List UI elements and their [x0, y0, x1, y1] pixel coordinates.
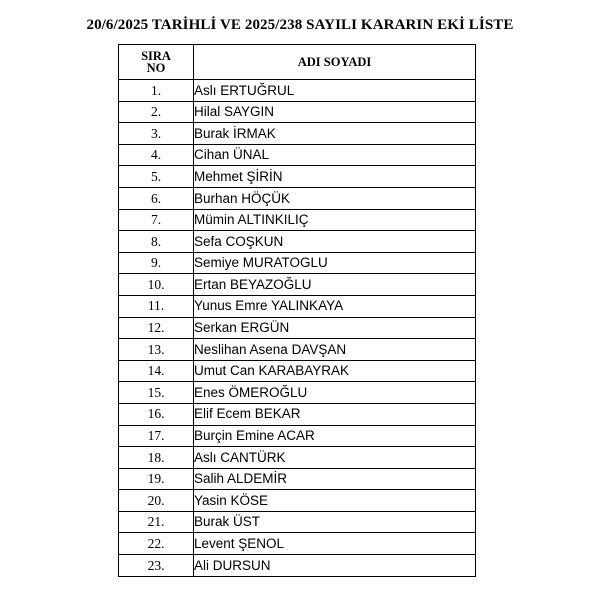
table-row	[119, 317, 476, 339]
table-row	[119, 360, 476, 382]
row-name: Salih ALDEMİR	[194, 468, 476, 490]
table-row	[119, 339, 476, 361]
row-number: 7.	[119, 209, 194, 231]
row-name: Serkan ERGÜN	[194, 317, 476, 339]
table-row	[119, 274, 476, 296]
row-number: 19.	[119, 468, 194, 490]
row-name: Sefa COŞKUN	[194, 231, 476, 253]
row-name: Burçin Emine ACAR	[194, 425, 476, 447]
table-row	[119, 166, 476, 188]
table-row	[119, 490, 476, 512]
row-name: Hilal SAYGIN	[194, 101, 476, 123]
row-number: 16.	[119, 403, 194, 425]
table-row	[119, 80, 476, 102]
row-number: 10.	[119, 274, 194, 296]
table-row	[119, 295, 476, 317]
row-number: 2.	[119, 101, 194, 123]
row-number: 13.	[119, 339, 194, 361]
table-row	[119, 123, 476, 145]
header-sira-label: SIRA	[141, 48, 171, 63]
table-row	[119, 187, 476, 209]
row-number: 8.	[119, 231, 194, 253]
row-name: Yasin KÖSE	[194, 490, 476, 512]
row-number: 9.	[119, 252, 194, 274]
row-name: Aslı CANTÜRK	[194, 447, 476, 469]
name-list-table	[118, 44, 476, 577]
row-number: 17.	[119, 425, 194, 447]
row-name: Mehmet ŞİRİN	[194, 166, 476, 188]
table-row	[119, 511, 476, 533]
row-number: 12.	[119, 317, 194, 339]
row-number: 11.	[119, 295, 194, 317]
row-number: 18.	[119, 447, 194, 469]
row-name: Umut Can KARABAYRAK	[194, 360, 476, 382]
row-number: 22.	[119, 533, 194, 555]
row-name: Aslı ERTUĞRUL	[194, 80, 476, 102]
row-name: Burak ÜST	[194, 511, 476, 533]
table-row	[119, 382, 476, 404]
row-name: Cihan ÜNAL	[194, 144, 476, 166]
table-row	[119, 447, 476, 469]
table-row	[119, 468, 476, 490]
row-number: 21.	[119, 511, 194, 533]
row-name: Levent ŞENOL	[194, 533, 476, 555]
row-number: 20.	[119, 490, 194, 512]
document-title: 20/6/2025 TARİHLİ VE 2025/238 SAYILI KARARIN EKİ LİSTE	[86, 17, 514, 33]
table-row	[119, 252, 476, 274]
row-name: Elif Ecem BEKAR	[194, 403, 476, 425]
table-row	[119, 231, 476, 253]
table-row	[119, 101, 476, 123]
row-name: Burak İRMAK	[194, 123, 476, 145]
header-sira-no	[119, 45, 194, 80]
row-number: 1.	[119, 80, 194, 102]
row-number: 6.	[119, 187, 194, 209]
table-row	[119, 209, 476, 231]
row-name: Yunus Emre YALINKAYA	[194, 295, 476, 317]
row-name: Ertan BEYAZOĞLU	[194, 274, 476, 296]
row-number: 15.	[119, 382, 194, 404]
table-row	[119, 425, 476, 447]
row-number: 14.	[119, 360, 194, 382]
row-name: Enes ÖMEROĞLU	[194, 382, 476, 404]
row-name: Burhan HÖÇÜK	[194, 187, 476, 209]
table-body	[119, 80, 476, 577]
table-header-row	[119, 45, 476, 80]
row-number: 3.	[119, 123, 194, 145]
row-number: 23.	[119, 555, 194, 577]
table-row	[119, 144, 476, 166]
table-row	[119, 555, 476, 577]
row-name: Mümin ALTINKILIÇ	[194, 209, 476, 231]
table-row	[119, 403, 476, 425]
table-row	[119, 533, 476, 555]
row-name: Ali DURSUN	[194, 555, 476, 577]
row-number: 5.	[119, 166, 194, 188]
row-name: Neslihan Asena DAVŞAN	[194, 339, 476, 361]
row-name: Semiye MURATOGLU	[194, 252, 476, 274]
header-adi-soyadi: ADI SOYADI	[194, 45, 476, 80]
header-no-label: NO	[146, 61, 166, 75]
row-number: 4.	[119, 144, 194, 166]
